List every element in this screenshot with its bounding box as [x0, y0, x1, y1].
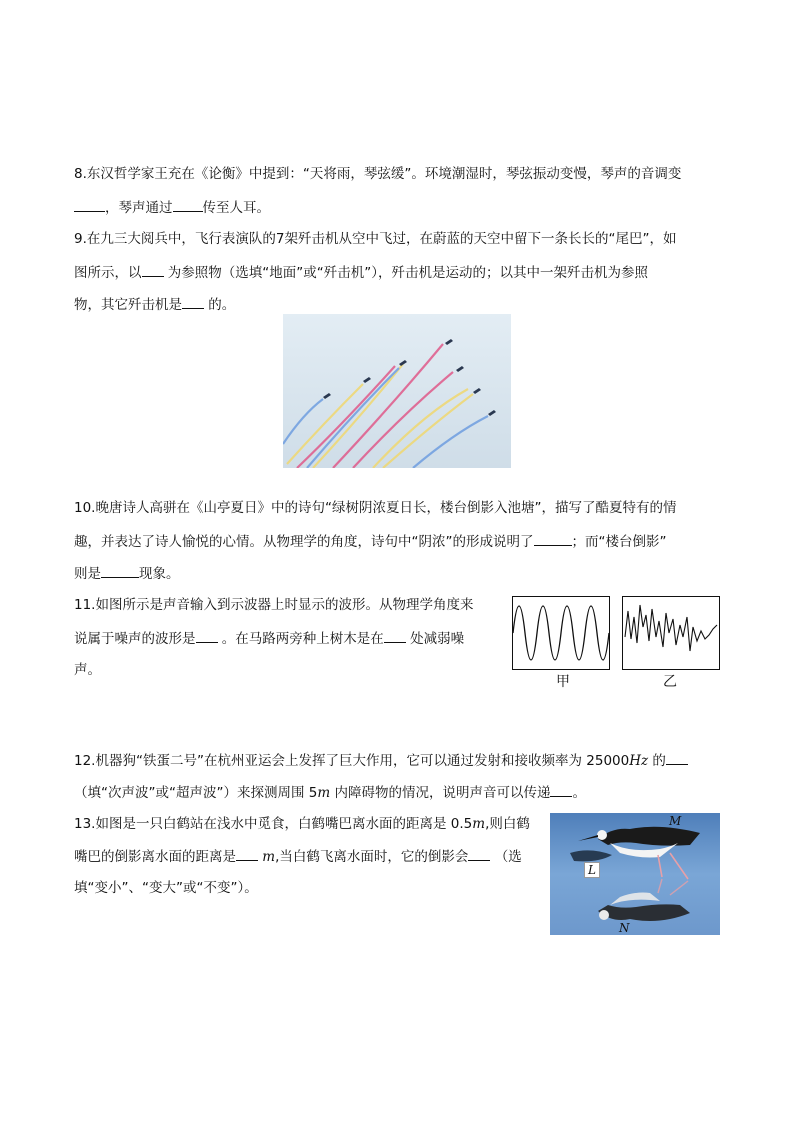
answer-blank[interactable]	[468, 846, 490, 861]
q9-line2: 图所示，以 为参照物（选填“地面”或“歼击机”），歼击机是运动的；以其中一架歼击机为参照	[74, 262, 648, 283]
waveform-yi	[622, 596, 720, 670]
q12-line2: （填“次声波”或“超声波”）来探测周围 5m 内障碍物的情况，说明声音可以传递 。	[74, 782, 586, 803]
answer-blank[interactable]	[142, 262, 164, 277]
q8-line2: ，琴声通过 传至人耳。	[74, 197, 270, 218]
q11-line2: 说属于噪声的波形是 。在马路两旁种上树木是在 处减弱噪	[74, 628, 464, 649]
caption-yi: 乙	[663, 674, 677, 690]
q10-line3: 则是 现象。	[74, 563, 180, 584]
q10-line1: 10.晚唐诗人高骈在《山亭夏日》中的诗句“绿树阴浓夏日长，楼台倒影入池塘”，描写了酷夏特有的情	[74, 500, 677, 516]
bird-reflection-image	[550, 813, 720, 935]
answer-blank[interactable]	[384, 628, 406, 643]
answer-blank[interactable]	[173, 197, 203, 212]
q13-line1: 13.如图是一只白鹤站在浅水中觅食，白鹤嘴巴离水面的距离是 0.5m,则白鹤	[74, 816, 530, 832]
q12-line1: 12.机器狗“铁蛋二号”在杭州亚运会上发挥了巨大作用，它可以通过发射和接收频率为 25000Hz 的	[74, 750, 688, 771]
answer-blank[interactable]	[666, 750, 688, 765]
answer-blank[interactable]	[534, 531, 572, 546]
answer-blank[interactable]	[196, 628, 218, 643]
label-n: N	[619, 921, 630, 935]
answer-blank[interactable]	[550, 782, 572, 797]
q11-line1: 11.如图所示是声音输入到示波器上时显示的波形。从物理学角度来	[74, 597, 474, 613]
jet-formation-image	[283, 314, 511, 468]
caption-jia: 甲	[556, 674, 570, 690]
label-l: L	[584, 862, 600, 878]
q11-line3: 声。	[74, 662, 101, 678]
q13-line3: 填“变小”、“变大”或“不变”）。	[74, 880, 258, 896]
q13-line2: 嘴巴的倒影离水面的距离是 m,当白鹤飞离水面时，它的倒影会 （选	[74, 846, 522, 867]
label-m: M	[669, 814, 682, 828]
q9-line3: 物，其它歼击机是 的。	[74, 294, 235, 315]
q10-line2: 趣，并表达了诗人愉悦的心情。从物理学的角度，诗句中“阴浓”的形成说明了 ；而“楼台倒影”	[74, 531, 667, 552]
answer-blank[interactable]	[236, 846, 258, 861]
waveform-jia	[512, 596, 610, 670]
answer-blank[interactable]	[182, 294, 204, 309]
q8-line1: 8.东汉哲学家王充在《论衡》中提到：“天将雨，琴弦缓”。环境潮湿时，琴弦振动变慢，琴声的音调变	[74, 166, 682, 182]
answer-blank[interactable]	[101, 563, 139, 578]
q9-line1: 9.在九三大阅兵中，飞行表演队的7架歼击机从空中飞过，在蔚蓝的天空中留下一条长长的“尾巴”，如	[74, 231, 677, 247]
answer-blank[interactable]	[74, 197, 105, 212]
